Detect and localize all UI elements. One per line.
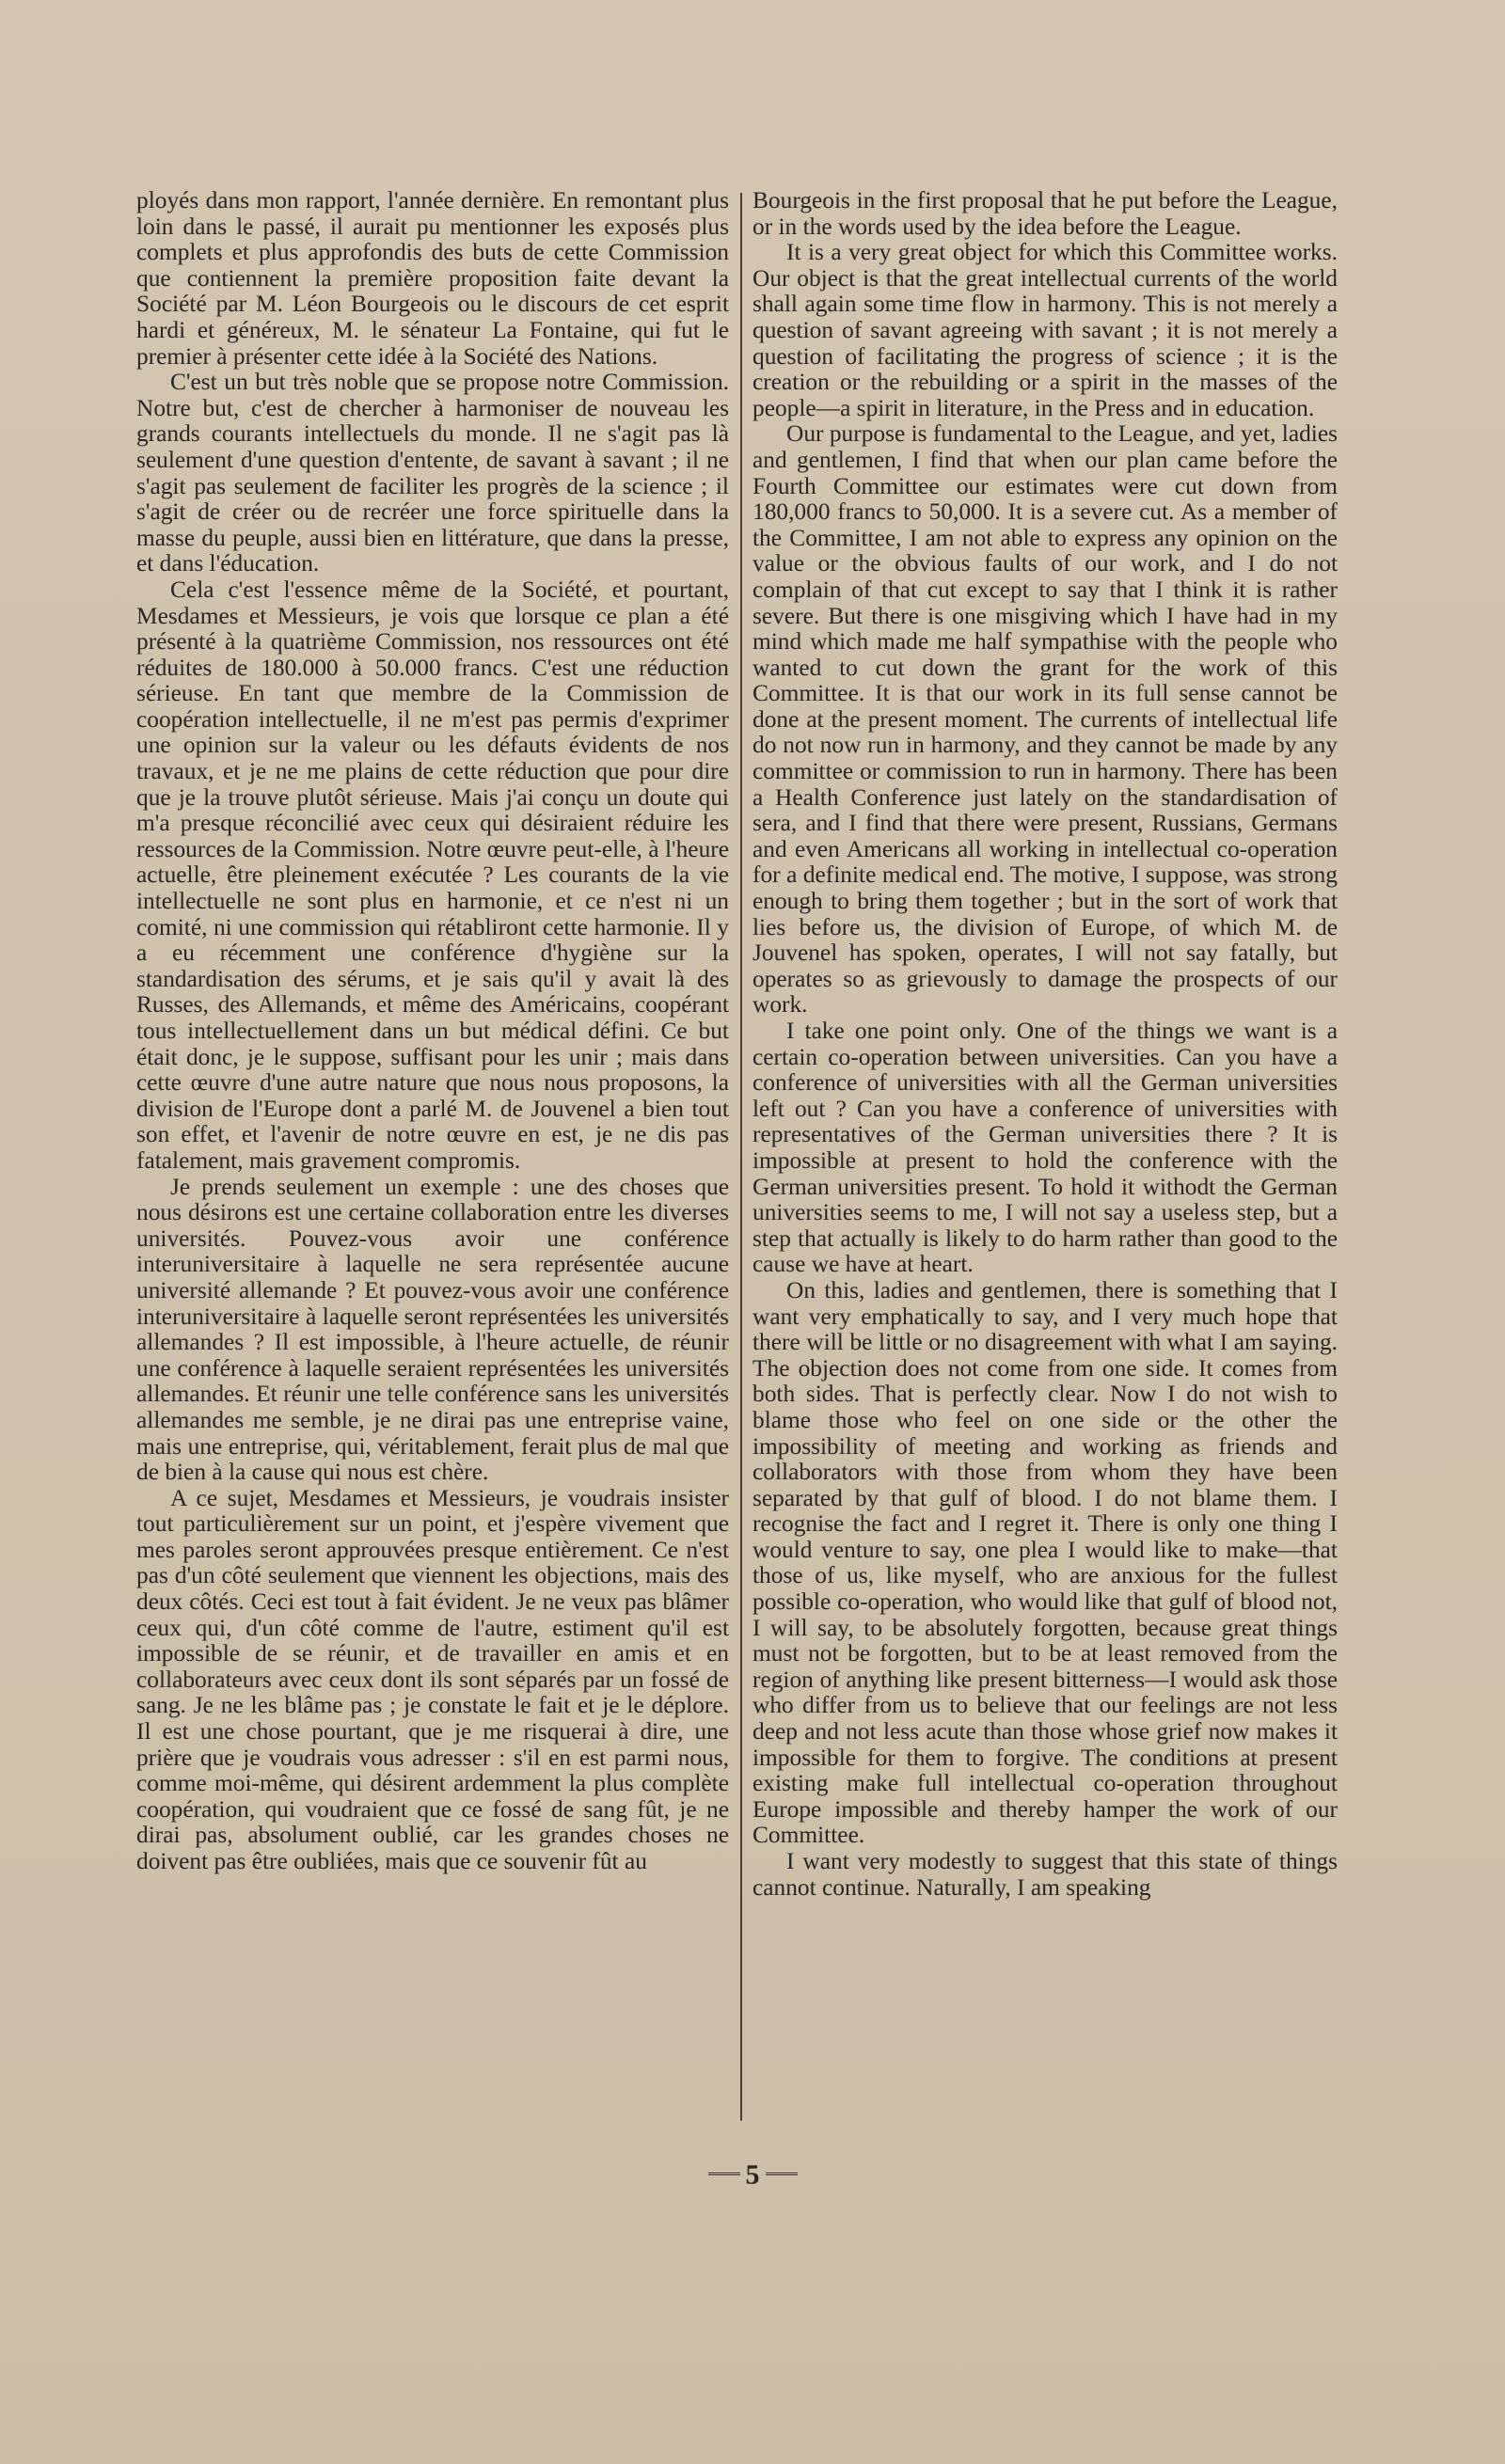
- paragraph: On this, ladies and gentlemen, there is something that I want very emphatically to say, and I very much hope that there will be little or no disagreement with what I am saying. The objection does not come from one side. It comes from both sides. That is perfectly clear. Now I do not wish to blame those who feel on one side or the other the impossibility of meeting and working as friends and collaborators with those from whom they have been separated by that gulf of blood. I do not blame them. I recognise the fact and I regret it. There is only one thing I would venture to say, one plea I would like to make—that those of us, like myself, who are anxious for the fullest possible co-operation, who would like that gulf of blood not, I will say, to be absolutely forgotten, because great things must not be forgotten, but to be at least removed from the region of anything like present bitterness—I would ask those who differ from us to believe that our feelings are not less deep and not less acute than those whose grief now makes it impossible for them to forgive. The conditions at present existing make full intellectual co-operation throughout Europe impossible and thereby hamper the work of our Committee.: [752, 1276, 1338, 1849]
- column-divider: [740, 193, 742, 2121]
- ornament-left-icon: [708, 2172, 740, 2182]
- paragraph: I take one point only. One of the things we want is a certain co-operation between universities. Can you have a conference of universities with all the German universities left out ? Can you have a conference of universities with representatives of the German universities there ? It is impossible at present to hold the conference with the German universities present. To hold it withodt the German universities seems to me, I will not say a useless step, but a step that actually is likely to do harm rather than good to the cause we have at heart.: [752, 1018, 1338, 1278]
- paragraph: I want very modestly to suggest that this state of things cannot continue. Naturally, I am speaking: [752, 1848, 1338, 1901]
- paragraph: ployés dans mon rapport, l'année dernière. En remontant plus loin dans le passé, il aurait pu mentionner les exposés plus complets et plus approfondis des buts de cette Commission que contiennent la première proposition faite devant la Société par M. Léon Bourgeois ou le discours de cet esprit hardi et généreux, M. le sénateur La Fontaine, qui fut le premier à présenter cette idée à la Société des Nations.: [136, 188, 729, 370]
- paragraph: A ce sujet, Mesdames et Messieurs, je voudrais insister tout particulièrement sur un point, et j'espère vivement que mes paroles seront approuvées presque entièrement. Ce n'est pas d'un côté seulement que viennent les objections, mais des deux côtés. Ceci est tout à fait évident. Je ne veux pas blâmer ceux qui, d'un côté comme de l'autre, estiment qu'il est impossible de se réunir, et de travailler en amis et en collaborateurs avec ceux dont ils sont séparés par un fossé de sang. Je ne les blâme pas ; je constate le fait et je le déplore. Il est une chose pourtant, que je me risquerai à dire, une prière que je voudrais vous adresser : s'il en est parmi nous, comme moi-même, qui désirent ardemment la plus complète coopération, qui voudraient que ce fossé de sang fût, je ne dirai pas, absolument oublié, car les grandes choses ne doivent pas être oubliées, mais que ce souvenir fût au: [136, 1484, 729, 1874]
- paragraph: Our purpose is fundamental to the League, and yet, ladies and gentlemen, I find that when our plan came before the Fourth Committee our estimates were cut down from 180,000 francs to 50,000. It is a severe cut. As a member of the Committee, I am not able to express any opinion on the value or the obvious faults of our work, and I do not complain of that cut except to say that I think it is rather severe. But there is one misgiving which I have had in my mind which made me half sympathise with the people who wanted to cut down the grant for the work of this Committee. It is that our work in its full sense cannot be done at the present moment. The currents of intellectual life do not now run in harmony, and they cannot be made by any committee or commission to run in harmony. There has been a Health Conference just lately on the standardisation of sera, and I find that there were present, Russians, Germans and even Americans all working in intellectual co-operation for a definite medical end. The motive, I suppose, was strong enough to bring them together ; but in the sort of work that lies before us, the division of Europe, of which M. de Jouvenel has spoken, operates, I will not say fatally, but operates so as grievously to damage the prospects of our work.: [752, 420, 1338, 1019]
- page-number: [0, 2159, 1505, 2191]
- paragraph: It is a very great object for which this Committee works. Our object is that the great intellectual currents of the world shall again some time flow in harmony. This is not merely a question of savant agreeing with savant ; it is not merely a question of facilitating the progress of science ; it is the creation or the rebuilding or a spirit in the masses of the people—a spirit in literature, in the Press and in education.: [752, 239, 1338, 421]
- left-column-french: [136, 188, 729, 2135]
- paragraph: Cela c'est l'essence même de la Société, et pourtant, Mesdames et Messieurs, je vois que lorsque ce plan a été présenté à la quatrième Commission, nos ressources ont été réduites de 180.000 à 50.000 francs. C'est une réduction sérieuse. En tant que membre de la Commission de coopération intellectuelle, il ne m'est pas permis d'exprimer une opinion sur la valeur ou les défauts évidents de nos travaux, et je ne me plains de cette réduction que pour dire que je la trouve plutôt sérieuse. Mais j'ai conçu un doute qui m'a presque réconcilié avec ceux qui désiraient réduire les ressources de la Commission. Notre œuvre peut-elle, à l'heure actuelle, être pleinement exécutée ? Les courants de la vie intellectuelle ne sont plus en harmonie, et ce n'est ni un comité, ni une commission qui rétabliront cette harmonie. Il y a eu récemment une conférence d'hygiène sur la standardisation des sérums, et je sais qu'il y avait là des Russes, des Allemands, et même des Américains, coopérant tous intellectuellement dans un but médical défini. Ce but était donc, je le suppose, suffisant pour les unir ; mais dans cette œuvre d'une autre nature que nous nous proposons, la division de l'Europe dont a parlé M. de Jouvenel a bien tout son effet, et l'avenir de notre œuvre en est, je ne dis pas fatalement, mais gravement compromis.: [136, 576, 729, 1174]
- paragraph: Bourgeois in the first proposal that he put before the League, or in the words used by the idea before the League.: [752, 188, 1338, 240]
- ornament-right-icon: [766, 2172, 798, 2182]
- right-column-english: [752, 188, 1338, 2135]
- paragraph: C'est un but très noble que se propose notre Commission. Notre but, c'est de chercher à harmoniser de nouveau les grands courants intellectuels du monde. Il ne s'agit pas là seulement d'une question d'entente, de savant à savant ; il ne s'agit pas seulement de faciliter les progrès de la science ; il s'agit de créer ou de recréer une force spirituelle dans la masse du peuple, aussi bien en littérature, que dans la presse, et dans l'éducation.: [136, 369, 729, 577]
- page-number-text: 5: [745, 2159, 760, 2190]
- paragraph: Je prends seulement un exemple : une des choses que nous désirons est une certaine collaboration entre les diverses universités. Pouvez-vous avoir une conférence interuniversitaire à laquelle ne sera représentée aucune université allemande ? Et pouvez-vous avoir une conférence interuniversitaire à laquelle seront représentées les universités allemandes ? Il est impossible, à l'heure actuelle, de réunir une conférence à laquelle seraient représentées les universités allemandes. Et réunir une telle conférence sans les universités allemandes me semble, je ne dirai pas une entreprise vaine, mais une entreprise, qui, véritablement, ferait plus de mal que de bien à la cause qui nous est chère.: [136, 1173, 729, 1486]
